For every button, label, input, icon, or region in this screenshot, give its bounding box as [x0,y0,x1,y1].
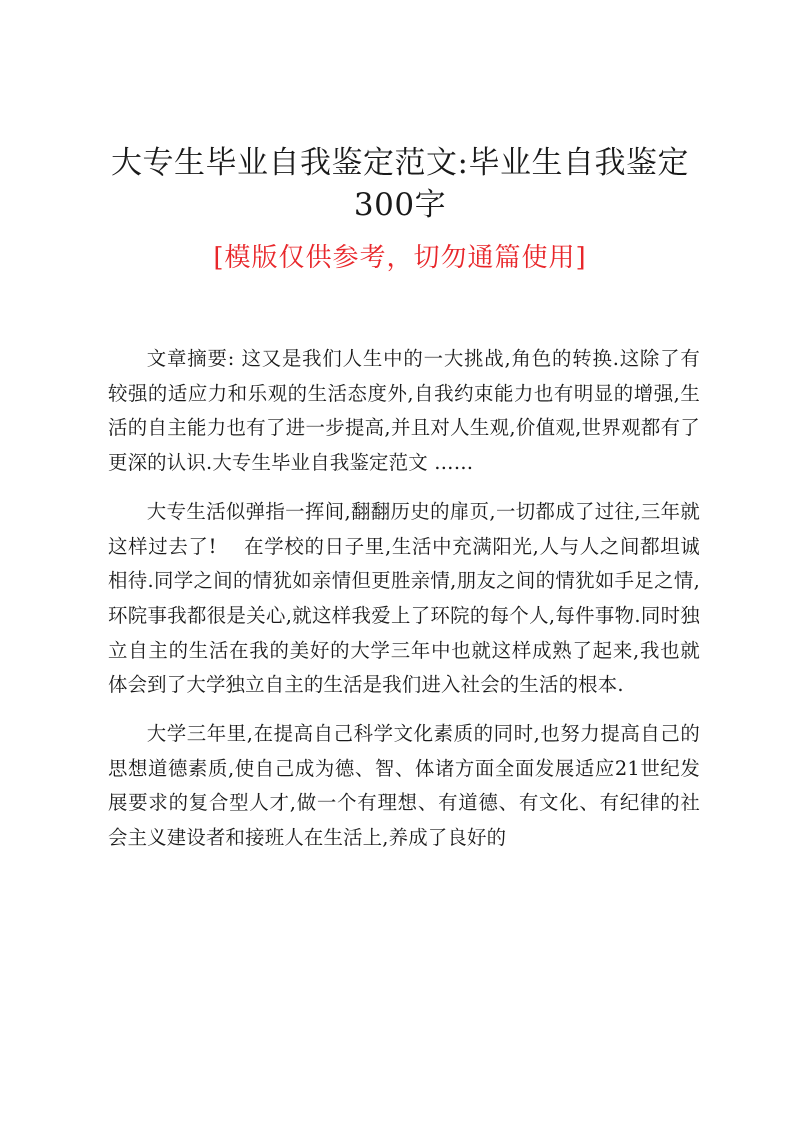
document-body [108,342,700,870]
document-title: 大专生毕业自我鉴定范文:毕业生自我鉴定300字 [111,145,689,223]
paragraph-study: 大学三年里,在提高自己科学文化素质的同时,也努力提高自己的思想道德素质,使自己成为德、智、体诸方面全面发展适应21世纪发展要求的复合型人才,做一个有理想、有道德、有文化、有纪律的社会主义建设者和接班人在生活上,养成了良好的 [108,722,700,850]
template-notice: [模版仅供参考，切勿通篇使用] [213,243,587,273]
paragraph-college-life: 大专生活似弹指一挥间,翻翻历史的扉页,一切都成了过往,三年就这样过去了! 在学校的日子里,生活中充满阳光,人与人之间都坦诚相待.同学之间的情犹如亲情但更胜亲情,朋友之间的情犹如手足之情,环院事我都很是关心,就这样我爱上了环院的每个人,每件事物.同时独立自主的生活在我的美好的大学三年中也就这样成熟了起来,我也就体会到了大学独立自主的生活是我们进入社会的生活的根本. [108,499,700,697]
paragraph-abstract: 文章摘要: 这又是我们人生中的一大挑战,角色的转换.这除了有较强的适应力和乐观的生活态度外,自我约束能力也有明显的增强,生活的自主能力也有了进一步提高,并且对人生观,价值观,世界观都有了更深的认识.大专生毕业自我鉴定范文 …… [108,347,700,475]
